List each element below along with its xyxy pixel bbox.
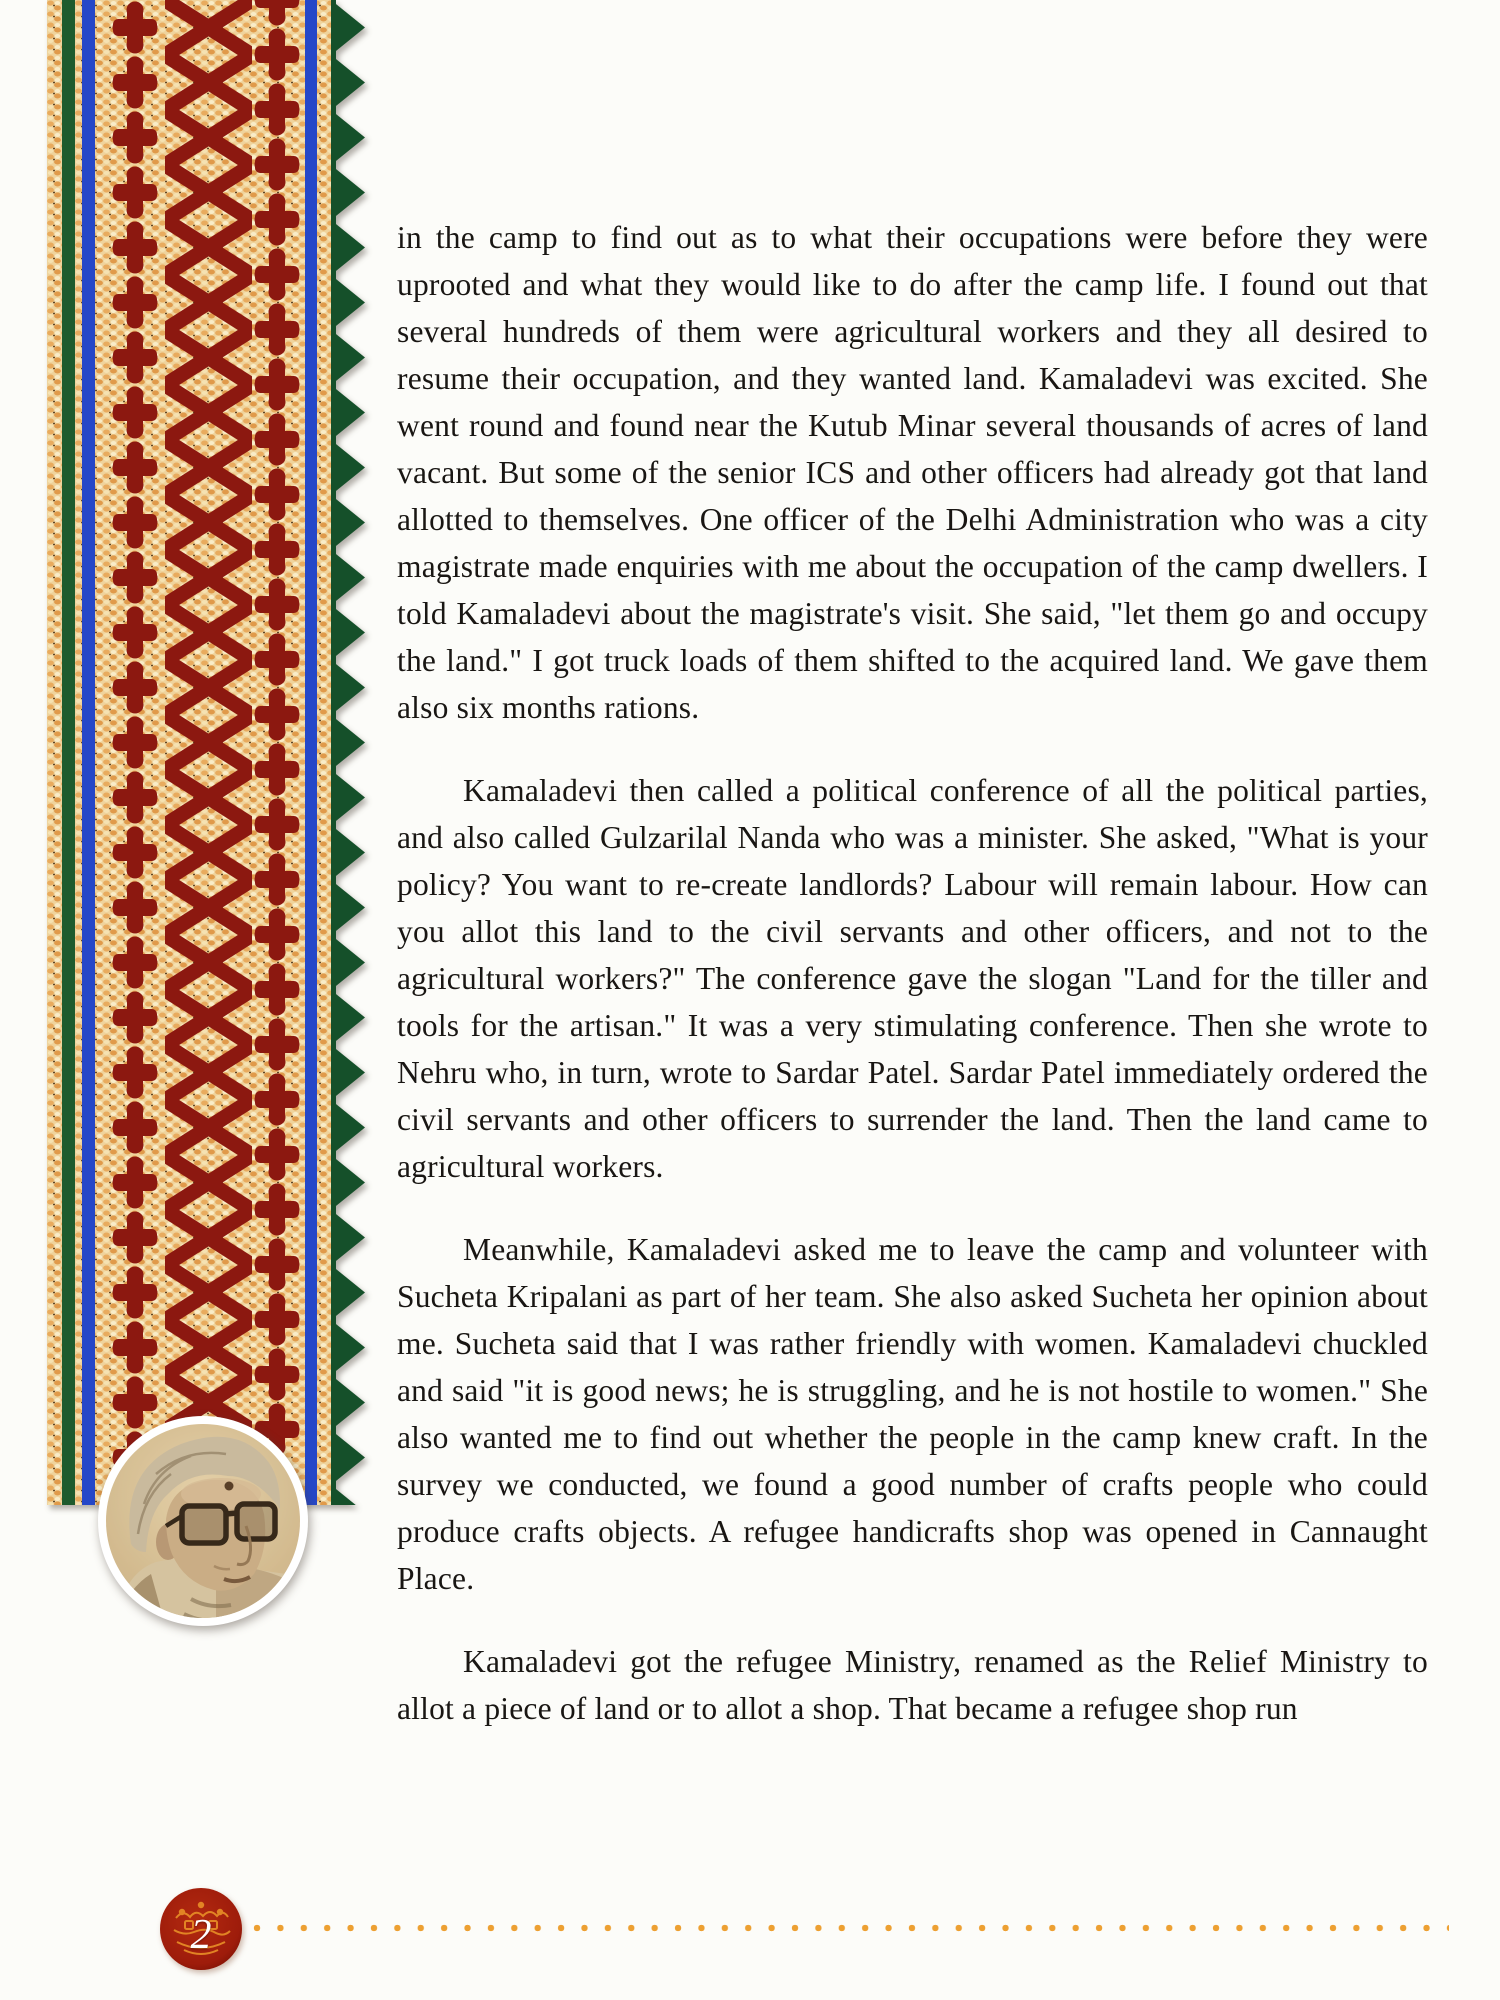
- dotted-divider: [253, 1921, 1449, 1935]
- decorative-border: [47, 0, 365, 1505]
- portrait-svg: [96, 1414, 310, 1628]
- paragraph-1: in the camp to find out as to what their occupations were before they were uprooted and what they would like to do after the camp life. I found out that several hundreds of them were agricultural workers and they all desired to resume their occupation, and they wanted land. Kamaladevi was excited. She went round and found near the Kutub Minar several thousands of acres of land vacant. But some of the senior ICS and other officers had already got that land allotted to themselves. One officer of the Delhi Administration who was a city magistrate made enquiries with me about the occupation of the camp dwellers. I told Kamaladevi about the magistrate's visit. She said, "let them go and occupy the land." I got truck loads of them shifted to the acquired land. We gave them also six months rations.: [397, 220, 1428, 725]
- border-pattern-svg: [47, 0, 365, 1505]
- paragraph-4: Kamaladevi got the refugee Ministry, renamed as the Relief Ministry to allot a piece of land or to allot a shop. That became a refugee shop run: [397, 1644, 1428, 1726]
- paragraph-2: Kamaladevi then called a political conference of all the political parties, and also called Gulzarilal Nanda who was a minister. She asked, "What is your policy? You want to re-create landlords? Labour will remain labour. How can you allot this land to the civil servants and other officers, and not to the agricultural workers?" The conference gave the slogan "Land for the tiller and tools for the artisan." It was a very stimulating conference. Then she wrote to Nehru who, in turn, wrote to Sardar Patel. Sardar Patel immediately ordered the civil servants and other officers to surrender the land. Then the land came to agricultural workers.: [397, 773, 1428, 1184]
- portrait-photo: [96, 1414, 310, 1628]
- page-number-medallion: [160, 1888, 242, 1970]
- page-number: 2: [190, 1912, 212, 1958]
- paragraph-3: Meanwhile, Kamaladevi asked me to leave the camp and volunteer with Sucheta Kripalani as part of her team. She also asked Sucheta her opinion about me. Sucheta said that I was rather friendly with women. Kamaladevi chuckled and said "it is good news; he is struggling, and he is not hostile to women." She also wanted me to find out whether the people in the camp knew craft. In the survey we conducted, we found a good number of crafts people who could produce crafts objects. A refugee handicrafts shop was opened in Cannaught Place.: [397, 1232, 1428, 1596]
- body-text: [397, 214, 1428, 1768]
